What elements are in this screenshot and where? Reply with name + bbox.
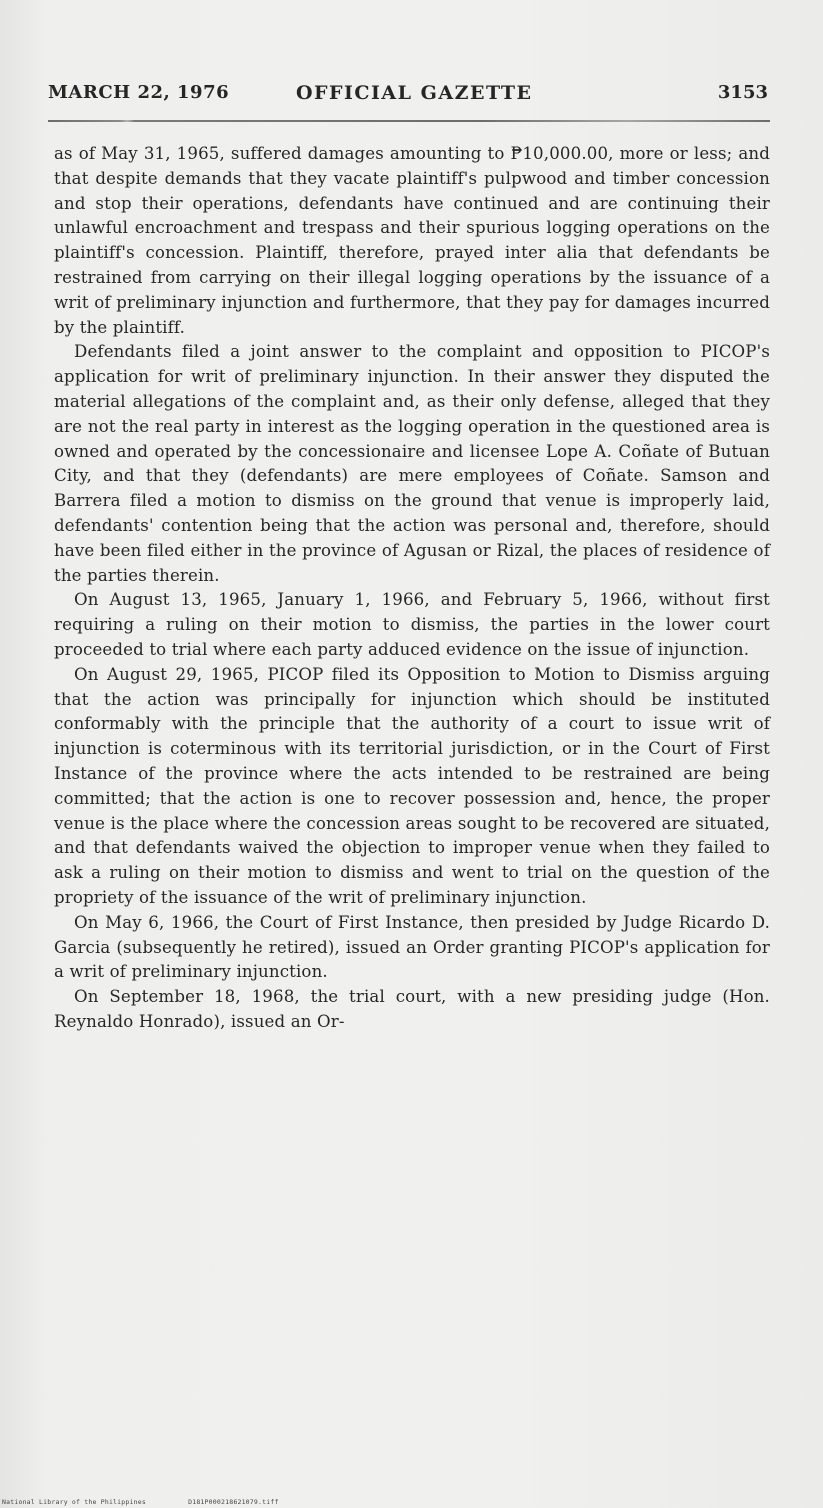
paragraph: On September 18, 1968, the trial court, with a new presiding judge (Hon. Reynaldo Honrado), issued an Or- — [54, 987, 770, 1031]
footer-filename: D181P000218621079.tiff — [188, 1498, 279, 1506]
header-date: MARCH 22, 1976 — [48, 82, 230, 103]
footer-source: National Library of the Philippines — [2, 1498, 146, 1506]
scan-footer — [2, 1498, 317, 1506]
paragraph: On May 6, 1966, the Court of First Instance, then presided by Judge Ricardo D. Garcia (subsequently he retired), issued an Order granting PICOP's application for a writ of preliminary injunction. — [54, 912, 770, 982]
paragraph: On August 29, 1965, PICOP filed its Opposition to Motion to Dismiss arguing that the action was principally for injunction which should be instituted conformably with the principle that the authority of a court to issue writ of injunction is coterminous with its territorial jurisdiction, or in the Court of First Instance of the province where the acts intended to be restrained are being committed; that the action is one to recover possession and, hence, the proper venue is the place where the concession areas sought to be recovered are situated, and that defendants waived the objection to improper venue when they failed to ask a ruling on their motion to dismiss and went to trial on the question of the propriety of the issuance of the writ of preliminary injunction. — [54, 664, 770, 907]
header-page-number: 3153 — [717, 82, 768, 103]
paragraph: Defendants filed a joint answer to the complaint and opposition to PICOP's application for writ of preliminary injunction. In their answer they disputed the material allegations of the complaint and, as their only defense, alleged that they are not the real party in interest as the logging operation in the questioned area is owned and operated by the concessionaire and licensee Lope A. Coñate of Butuan City, and that they (defendants) are mere employees of Coñate. Samson and Barrera filed a motion to dismiss on the ground that venue is improperly laid, defendants' contention being that the action was personal and, therefore, should have been filed either in the province of Agusan or Rizal, the places of residence of the parties therein. — [54, 342, 770, 585]
header-rule — [48, 120, 770, 122]
header-title: OFFICIAL GAZETTE — [296, 82, 533, 104]
paragraph: On August 13, 1965, January 1, 1966, and February 5, 1966, without first requiring a ruling on their motion to dismiss, the parties in the lower court proceeded to trial where each party adduced evidence on the issue of injunction. — [54, 590, 770, 659]
page-header — [48, 82, 770, 112]
paragraph: as of May 31, 1965, suffered damages amounting to ₱10,000.00, more or less; and that despite demands that they vacate plaintiff's pulpwood and timber concession and stop their operations, defendants have continued and are continuing their unlawful encroachment and trespass and their spurious logging operations on the plaintiff's concession. Plaintiff, therefore, prayed inter alia that defendants be restrained from carrying on their illegal logging operations by the issuance of a writ of preliminary injunction and furthermore, that they pay for damages incurred by the plaintiff. — [54, 144, 770, 337]
body-text — [54, 142, 770, 1035]
